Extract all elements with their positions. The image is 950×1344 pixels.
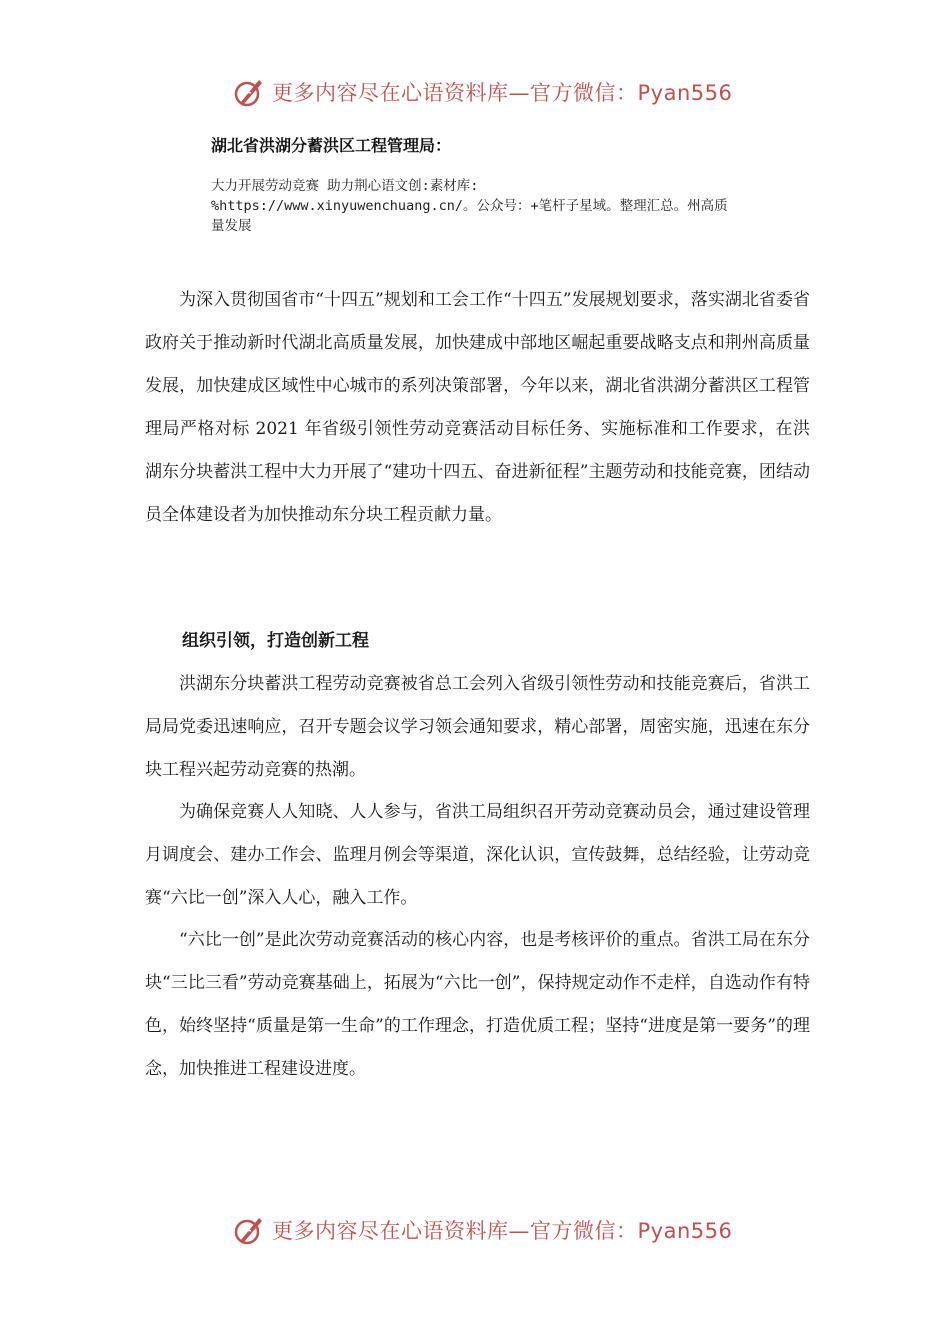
body-paragraph: 洪湖东分块蓄洪工程劳动竞赛被省总工会列入省级引领性劳动和技能竞赛后，省洪工局局党委迅速响应，召开专题会议学习领会通知要求，精心部署，周密实施，迅速在东分块工程兴起劳动竞赛的热潮。 <box>145 674 810 780</box>
banner-text: 更多内容尽在心语资料库—官方微信：Pyan556 <box>272 81 733 105</box>
source-meta-block <box>211 176 831 236</box>
banner-text: 更多内容尽在心语资料库—官方微信：Pyan556 <box>272 1219 733 1243</box>
body-paragraph: “六比一创”是此次劳动竞赛活动的核心内容，也是考核评价的重点。省洪工局在东分块“三比三看”劳动竞赛基础上，拓展为“六比一创”，保持规定动作不走样，自选动作有特色，始终坚持“质量是第一生命”的工作理念，打造优质工程；坚持“进度是第一要务”的理念，加快推进工程建设进度。 <box>145 930 810 1079</box>
meta-line: 大力开展劳动竞赛 助力荆心语文创:素材库: <box>211 178 479 194</box>
intro-paragraph: 为深入贯彻国省市“十四五”规划和工会工作“十四五”发展规划要求，落实湖北省委省政府关于推动新时代湖北高质量发展，加快建成中部地区崛起重要战略支点和荆州高质量发展，加快建成区域性中心城市的系列决策部署，今年以来，湖北省洪湖分蓄洪区工程管理局严格对标 2021 年省级引领性劳动竞赛活动目标任务、实施标准和工作要求，在洪湖东分块蓄洪工程中大力开展了“建功十四五、奋进新征程”主题劳动和技能竞赛，团结动员全体建设者为加快推动东分块工程贡献力量。 <box>145 290 810 525</box>
quill-pen-icon <box>232 75 266 109</box>
body-paragraph: 为确保竞赛人人知晓、人人参与，省洪工局组织召开劳动竞赛动员会，通过建设管理月调度会、建办工作会、监理月例会等渠道，深化认识，宣传鼓舞，总结经验，让劳动竞赛“六比一创”深入人心，融入工作。 <box>145 802 810 908</box>
footer-banner <box>232 1210 752 1250</box>
document-heading: 湖北省洪湖分蓄洪区工程管理局： <box>211 136 452 155</box>
header-banner <box>232 72 752 112</box>
meta-line: 量发展 <box>211 218 252 234</box>
section-title: 组织引领，打造创新工程 <box>182 631 369 651</box>
meta-line: %https://www.xinyuwenchuang.cn/。公众号：+笔杆子星域。整理汇总。州高质 <box>211 198 728 214</box>
quill-pen-icon <box>232 1213 266 1247</box>
